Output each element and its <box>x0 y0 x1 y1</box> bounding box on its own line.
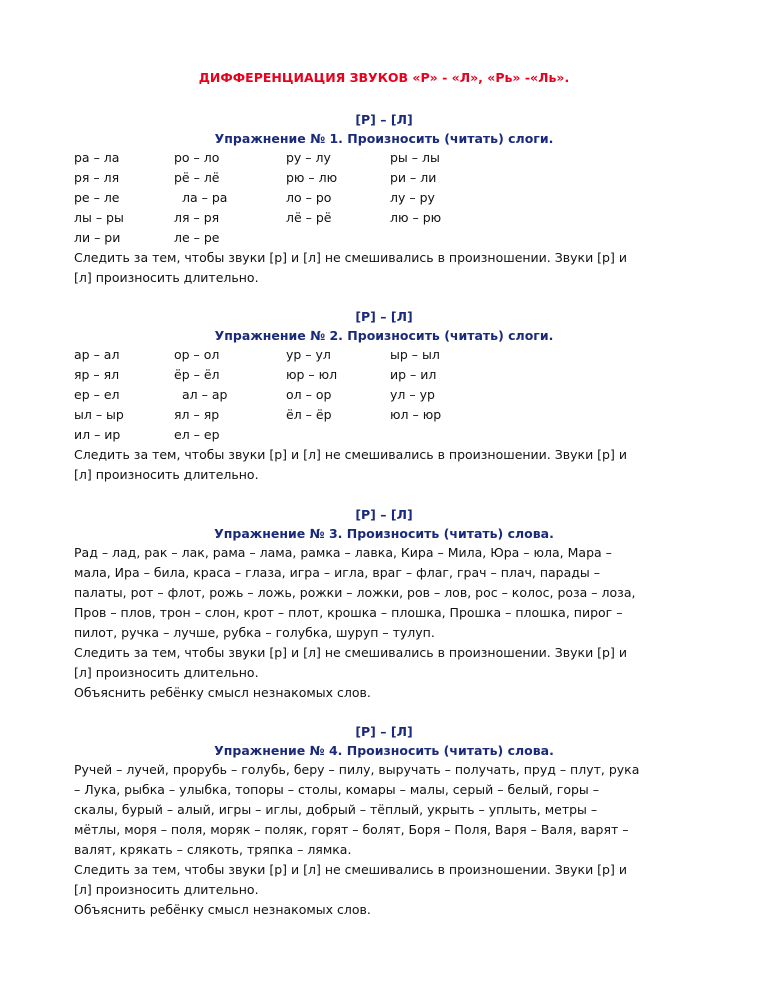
syllable-row <box>74 228 704 248</box>
syllable-pair: яр – ял <box>74 367 120 382</box>
syllable-pair: ро – ло <box>174 150 220 165</box>
syllable-pair: ри – ли <box>390 170 437 185</box>
syllable-pair: ел – ер <box>174 427 220 442</box>
syllable-pair: ра – ла <box>74 150 120 165</box>
syllable-pair: ор – ол <box>174 347 220 362</box>
syllable-pair: ло – ро <box>286 190 332 205</box>
syllable-pair: юл – юр <box>390 407 442 422</box>
exercise-heading: Упражнение № 3. Произносить (читать) слова. <box>214 526 554 541</box>
syllable-pair: ол – ор <box>286 387 332 402</box>
word-list <box>74 760 704 920</box>
text-line: валят, крякать – слякоть, тряпка – лямка. <box>74 842 352 857</box>
text-line: скалы, бурый – алый, игры – иглы, добрый – тёплый, укрыть – уплыть, метры – <box>74 802 598 817</box>
syllable-row <box>74 188 704 208</box>
text-line: Ручей – лучей, прорубь – голубь, беру – пилу, выручать – получать, пруд – плут, рука <box>74 762 640 777</box>
exercise-3 <box>74 505 704 703</box>
sound-pair-label: [Р] – [Л] <box>355 112 413 127</box>
syllable-pair: лы – ры <box>74 210 124 225</box>
word-list <box>74 543 704 703</box>
syllable-pair: ыр – ыл <box>390 347 440 362</box>
syllable-pair: лё – рё <box>286 210 332 225</box>
sound-pair-label: [Р] – [Л] <box>355 309 413 324</box>
exercise-heading: Упражнение № 4. Произносить (читать) слова. <box>214 743 554 758</box>
note-line: [л] произносить длительно. <box>74 270 259 285</box>
syllable-row <box>74 345 704 365</box>
text-line: палаты, рот – флот, рожь – ложь, рожки – ложки, ров – лов, рос – колос, роза – лоза, <box>74 585 636 600</box>
text-line: Следить за тем, чтобы звуки [р] и [л] не смешивались в произношении. Звуки [р] и <box>74 862 627 877</box>
syllable-pair: ли – ри <box>74 230 121 245</box>
syllable-pair: лу – ру <box>390 190 435 205</box>
exercise-2 <box>74 307 704 485</box>
syllable-pair: ры – лы <box>390 150 440 165</box>
text-line: мётлы, моря – поля, моряк – поляк, горят – болят, Боря – Поля, Варя – Валя, варят – <box>74 822 629 837</box>
syllable-table <box>74 345 704 445</box>
syllable-pair: ёр – ёл <box>174 367 220 382</box>
syllable-row <box>74 208 704 228</box>
syllable-pair: ыл – ыр <box>74 407 124 422</box>
syllable-pair: рё – лё <box>174 170 220 185</box>
syllable-pair: ля – ря <box>174 210 220 225</box>
text-line: Рад – лад, рак – лак, рама – лама, рамка – лавка, Кира – Мила, Юра – юла, Мара – <box>74 545 612 560</box>
note-line: Следить за тем, чтобы звуки [р] и [л] не смешивались в произношении. Звуки [р] и <box>74 447 627 462</box>
syllable-pair: ал – ар <box>182 387 228 402</box>
instruction-note <box>74 445 704 485</box>
syllable-pair: ле – ре <box>174 230 220 245</box>
syllable-pair: ре – ле <box>74 190 120 205</box>
syllable-pair: ёл – ёр <box>286 407 332 422</box>
text-line: [л] произносить длительно. <box>74 882 259 897</box>
text-line: Объяснить ребёнку смысл незнакомых слов. <box>74 685 371 700</box>
syllable-pair: ар – ал <box>74 347 120 362</box>
syllable-pair: ря – ля <box>74 170 120 185</box>
exercise-heading: Упражнение № 1. Произносить (читать) слоги. <box>214 131 554 146</box>
syllable-pair: рю – лю <box>286 170 338 185</box>
syllable-pair: юр – юл <box>286 367 338 382</box>
syllable-row <box>74 425 704 445</box>
text-line: Пров – плов, трон – слон, крот – плот, крошка – плошка, Прошка – плошка, пирог – <box>74 605 623 620</box>
syllable-pair: ил – ир <box>74 427 121 442</box>
syllable-row <box>74 365 704 385</box>
syllable-pair: ир – ил <box>390 367 437 382</box>
syllable-pair: ул – ур <box>390 387 435 402</box>
syllable-pair: ру – лу <box>286 150 331 165</box>
syllable-pair: лю – рю <box>390 210 442 225</box>
syllable-row <box>74 405 704 425</box>
syllable-table <box>74 148 704 248</box>
sound-pair-label: [Р] – [Л] <box>355 724 413 739</box>
note-line: [л] произносить длительно. <box>74 467 259 482</box>
text-line: пилот, ручка – лучше, рубка – голубка, шуруп – тулуп. <box>74 625 435 640</box>
text-line: – Лука, рыбка – улыбка, топоры – столы, комары – малы, серый – белый, горы – <box>74 782 600 797</box>
text-line: Следить за тем, чтобы звуки [р] и [л] не смешивались в произношении. Звуки [р] и <box>74 645 627 660</box>
page-title: ДИФФЕРЕНЦИАЦИЯ ЗВУКОВ «Р» - «Л», «Рь» -«Ль». <box>198 70 570 85</box>
syllable-row <box>74 168 704 188</box>
exercise-1 <box>74 110 704 288</box>
syllable-pair: ер – ел <box>74 387 120 402</box>
syllable-pair: ур – ул <box>286 347 331 362</box>
text-line: [л] произносить длительно. <box>74 665 259 680</box>
instruction-note <box>74 248 704 288</box>
note-line: Следить за тем, чтобы звуки [р] и [л] не смешивались в произношении. Звуки [р] и <box>74 250 627 265</box>
sound-pair-label: [Р] – [Л] <box>355 507 413 522</box>
text-line: Объяснить ребёнку смысл незнакомых слов. <box>74 902 371 917</box>
syllable-row <box>74 148 704 168</box>
exercise-heading: Упражнение № 2. Произносить (читать) слоги. <box>214 328 554 343</box>
exercise-4 <box>74 722 704 920</box>
syllable-row <box>74 385 704 405</box>
syllable-pair: ла – ра <box>182 190 228 205</box>
syllable-pair: ял – яр <box>174 407 220 422</box>
text-line: мала, Ира – била, краса – глаза, игра – игла, враг – флаг, грач – плач, парады – <box>74 565 601 580</box>
